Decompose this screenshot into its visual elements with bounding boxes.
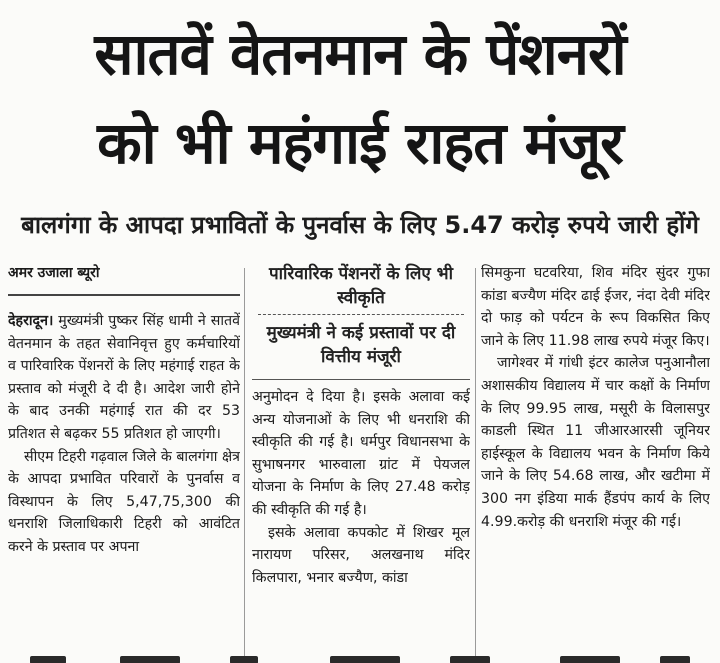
column3-paragraph-2: जागेश्वर में गांधी इंटर कालेज पनुआनौला अशासकीय विद्यालय में चार कक्षों के निर्माण के लिए 99.95 लाख, मसूरी के विलासपुर काडली स्थित 11 जीआरआरसी जूनियर हाईस्कूल के विद्यालय भवन के निर्माण किये जाने के लिए 54.68 लाख, और खटीमा में 300 नग इंडिया मार्क हैंडपंप कार्य के लिए 4.99.करोड़ की धनराशि मंजूर की गई।: [481, 355, 710, 530]
column-divider-1: [244, 268, 245, 663]
box-rule: [252, 379, 470, 380]
column3-paragraph-1: सिमकुना घटवरिया, शिव मंदिर सुंदर गुफा कांडा बज्यैण मंदिर ढाई ईजर, नंदा देवी मंदिर दो फाड़ को पर्यटन के रूप विकसित किए जाने के लिए 11.98 लाख रुपये मंजूर किए।: [481, 265, 710, 349]
dateline: देहरादून।: [8, 313, 54, 329]
column2-paragraph-1: अनुमोदन दे दिया है। इसके अलावा कई अन्य योजनाओं के लिए भी धनराशि की स्वीकृति की गई है। धर्मपुर विधानसभा के सुभाषनगर भारुवाला ग्रांट में पेयजल योजना के निर्माण के लिए 27.48 करोड़ की स्वीकृति की गई है।: [252, 389, 470, 518]
article-column-1: [8, 262, 240, 663]
byline-rule: [8, 294, 240, 296]
box-dashed-divider: [258, 314, 464, 315]
box-subtitle: मुख्यमंत्री ने कई प्रस्तावों पर दी वित्तीय मंजूरी: [266, 323, 456, 367]
subheadline: बालगंगा के आपदा प्रभावितों के पुनर्वास के लिए 5.47 करोड़ रुपये जारी होंगे: [21, 211, 699, 239]
article-column-3: [481, 262, 710, 663]
headline-line-2: को भी महंगाई राहत मंजूर: [97, 109, 623, 177]
column1-paragraph-2: सीएम टिहरी गढ़वाल जिले के बालगंगा क्षेत्र के आपदा प्रभावित परिवारों के पुनर्वास व विस्थापन के लिए 5,47,75,300 की धनराशि जिलाधिकारी टिहरी को आवंटित करने के प्रस्ताव पर अपना: [8, 448, 240, 555]
byline: अमर उजाला ब्यूरो: [8, 265, 100, 281]
headline-line-1: सातवें वेतनमान के पेंशनरों: [94, 20, 626, 88]
box-title: पारिवारिक पेंशनरों के लिए भी स्वीकृति: [268, 264, 454, 308]
column2-paragraph-2: इसके अलावा कपकोट में शिखर मूल नारायण परिसर, अलखनाथ मंदिर किलपारा, भनार बज्यैण, कांडा: [252, 524, 470, 586]
column1-paragraph-1-text: मुख्यमंत्री पुष्कर सिंह धामी ने सातवें वेतनमान के तहत सेवानिवृत्त हुए कर्मचारियों व पारिवारिक पेंशनरों के लिए महंगाई राहत के प्रस्ताव को मंजूरी दे दी है। आदेश जारी होने के बाद उनकी महंगाई रात की दर 53 प्रतिशत से बढ़कर 55 प्रतिशत हो जाएगी।: [8, 313, 240, 442]
column1-paragraph-1: [8, 310, 240, 446]
column-divider-2: [475, 268, 476, 663]
cropped-next-headline-fragment: [0, 642, 720, 663]
article-column-2: [252, 262, 470, 663]
